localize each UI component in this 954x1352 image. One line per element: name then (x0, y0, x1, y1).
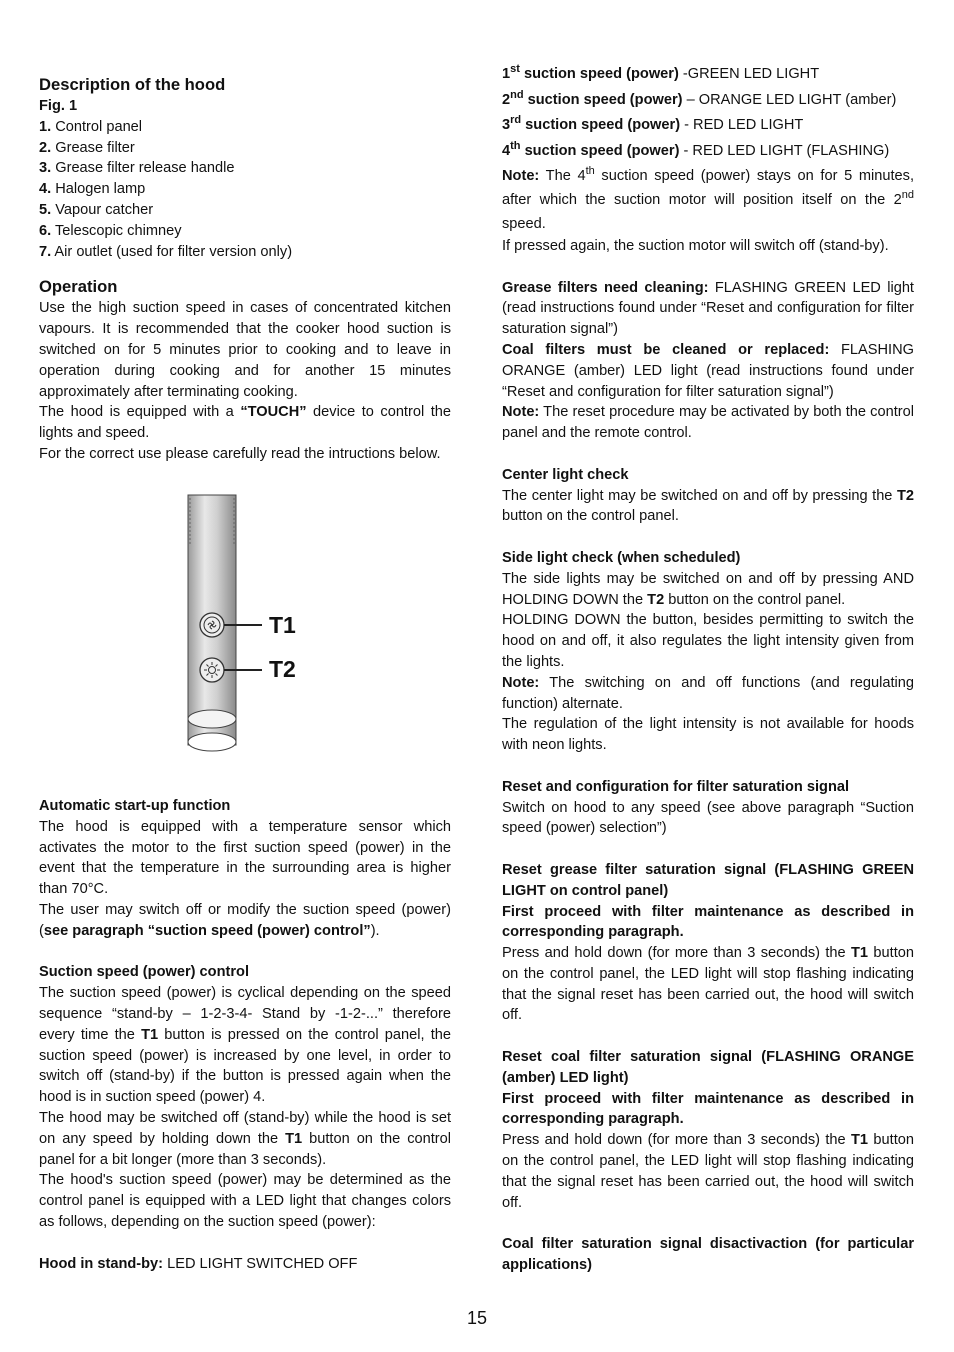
list-item: 4th suction speed (power) - RED LED LIGHT (FLASHING) (502, 139, 890, 159)
fan-button-icon[interactable] (200, 613, 224, 637)
reset-config-heading: Reset and configuration for filter saturation signal (502, 778, 850, 795)
list-item: 3rd suction speed (power) - RED LED LIGHT (502, 114, 804, 133)
list-item: 1st suction speed (power) -GREEN LED LIGHT (502, 63, 820, 82)
reset-config-paragraph: Switch on hood to any speed (see above paragraph “Suction speed (power) selection”) (502, 799, 914, 837)
page-number: 15 (466, 1308, 488, 1328)
list-item: 2. Grease filter (39, 139, 135, 156)
side-light-paragraph: HOLDING DOWN the button, besides permitting to switch the hood on and off, it also regulates the light intensity given from the lights. (502, 612, 914, 670)
grease-filter-paragraph: Grease filters need cleaning: FLASHING GREEN LED light (read instructions found under “Reset and configuration for filter saturation signal”) (502, 279, 914, 338)
side-light-paragraph: The regulation of the light intensity is not available for hoods with neon lights. (502, 716, 914, 754)
operation-paragraph: For the correct use please carefully read the intructions below. (39, 445, 441, 462)
auto-startup-heading: Automatic start-up function (39, 798, 231, 814)
suction-control-heading: Suction speed (power) control (39, 964, 249, 981)
description-heading: Description of the hood (39, 75, 226, 94)
t1-label: T1 (269, 612, 296, 638)
control-panel-illustration (170, 490, 350, 760)
coal-disable-heading: Coal filter saturation signal disactivaction (for particular applications) (502, 1236, 914, 1274)
fig-label: Fig. 1 (39, 98, 78, 114)
suction-paragraph: The suction speed (power) is cyclical depending on the speed sequence “stand-by – 1-2-3-4- Stand by -1-2-...” therefore every time the T1 button is pressed on the control panel, the suction speed (power) is increased by one level, in order to switch off (stand-by) if the button is pressed again when the hood is in suction speed (power) 4. (39, 985, 451, 1106)
auto-startup-paragraph: The user may switch off or modify the suction speed (power) (see paragraph “suction speed (power) control”). (39, 901, 451, 939)
parts-list (39, 117, 451, 263)
t2-label: T2 (269, 656, 296, 682)
operation-paragraph: Use the high suction speed in cases of concentrated kitchen vapours. It is recommended that the cooker hood suction is switched on for 5 minutes prior to cooking and to leave in operation during cooking and for another 15 minutes approximately after terminating cooking. (39, 300, 451, 400)
note-paragraph: Note: The switching on and off functions (and regulating function) alternate. (502, 674, 914, 712)
speed-list (502, 62, 914, 164)
grease-reset-instruction: First proceed with filter maintenance as described in corresponding paragraph. (502, 903, 914, 941)
grease-reset-paragraph: Press and hold down (for more than 3 seconds) the T1 button on the control panel, the LED light will stop flashing indicating that the signal reset has been carried out, the hood will switch off. (502, 945, 914, 1024)
list-item: 3. Grease filter release handle (39, 160, 235, 177)
center-light-paragraph: The center light may be switched on and off by pressing the T2 button on the control panel. (502, 487, 914, 525)
grease-reset-heading: Reset grease filter saturation signal (FLASHING GREEN LIGHT on control panel) (502, 861, 914, 899)
list-item: 2nd suction speed (power) – ORANGE LED LIGHT (amber) (502, 88, 897, 108)
coal-filter-paragraph: Coal filters must be cleaned or replaced: FLASHING ORANGE (amber) LED light (read instructions found under “Reset and configuration for filter saturation signal”) (502, 341, 914, 400)
list-item: 5. Vapour catcher (39, 201, 154, 218)
left-column-lower (39, 796, 451, 1274)
standby-line: Hood in stand-by: LED LIGHT SWITCHED OFF (39, 1255, 358, 1272)
list-item: 4. Halogen lamp (39, 181, 146, 198)
list-item: 1. Control panel (39, 118, 143, 135)
side-light-heading: Side light check (when scheduled) (502, 549, 741, 566)
list-item: 6. Telescopic chimney (39, 222, 182, 239)
right-column (502, 62, 914, 1276)
left-column (39, 74, 451, 465)
auto-startup-paragraph: The hood is equipped with a temperature sensor which activates the motor to the first suction speed (power) in the event that the temperature in the surrounding area is higher than 70°C. (39, 818, 451, 898)
coal-reset-heading: Reset coal filter saturation signal (FLASHING ORANGE (amber) LED light) (502, 1049, 914, 1086)
operation-heading: Operation (39, 277, 118, 297)
light-button-icon[interactable] (200, 658, 224, 682)
coal-reset-paragraph: Press and hold down (for more than 3 seconds) the T1 button on the control panel, the LED light will stop flashing indicating that the signal reset has been carried out, the hood will switch off. (502, 1132, 914, 1211)
suction-paragraph: The hood's suction speed (power) may be determined as the control panel is equipped with a LED light that changes colors as follows, depending on the suction speed (power): (39, 1172, 451, 1230)
note-paragraph: Note: The 4th suction speed (power) stays on for 5 minutes, after which the suction motor will position itself on the 2nd speed. (502, 165, 914, 232)
suction-paragraph: The hood may be switched off (stand-by) while the hood is set on any speed by holding down the T1 button on the control panel for a bit longer (more than 3 seconds). (39, 1109, 451, 1168)
list-item: 7. Air outlet (used for filter version only) (39, 243, 293, 260)
side-light-paragraph: The side lights may be switched on and off by pressing AND HOLDING DOWN the T2 button on the control panel. (502, 570, 914, 608)
note-paragraph: Note: The reset procedure may be activated by both the control panel and the remote control. (502, 404, 914, 442)
operation-paragraph: The hood is equipped with a “TOUCH” device to control the lights and speed. (39, 404, 451, 442)
note-paragraph: If pressed again, the suction motor will switch off (stand-by). (502, 238, 889, 254)
center-light-heading: Center light check (502, 466, 629, 483)
control-panel-figure (170, 490, 350, 760)
coal-reset-instruction: First proceed with filter maintenance as described in corresponding paragraph. (502, 1090, 914, 1128)
